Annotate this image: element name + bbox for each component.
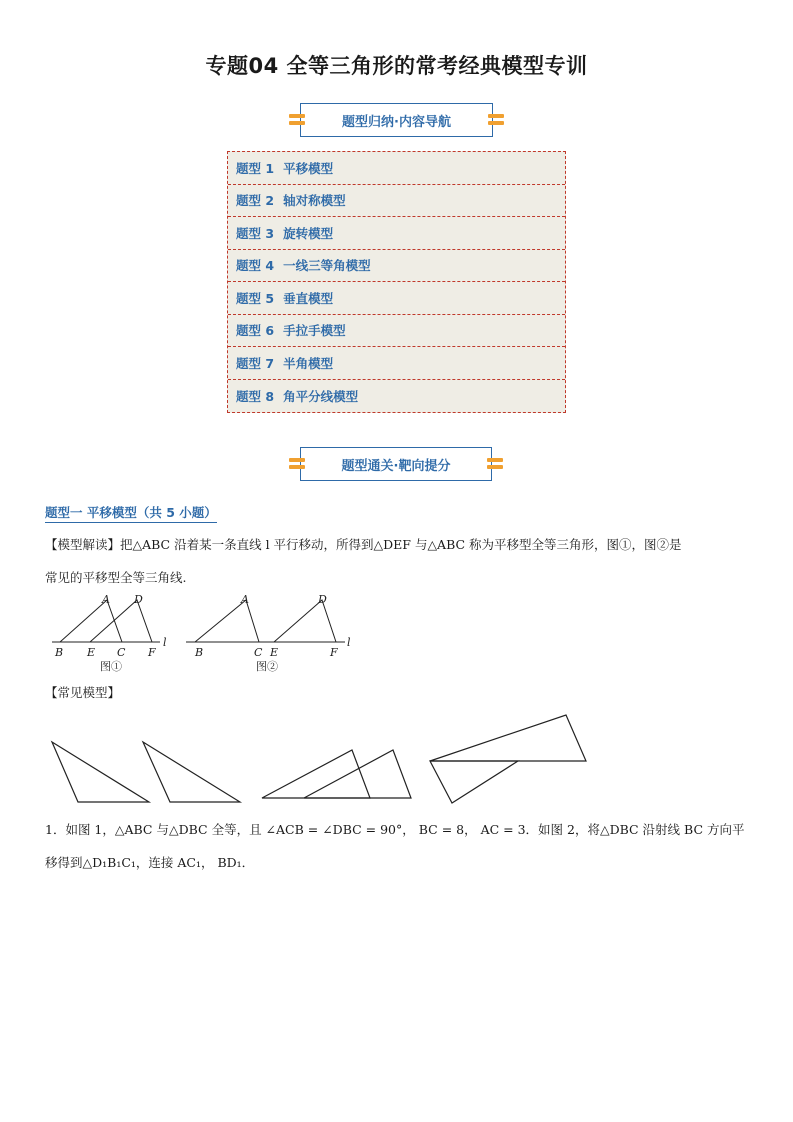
label-b: B [55, 646, 64, 659]
translation-figures [0, 590, 793, 680]
label-c: C [117, 646, 126, 659]
label-d: D [318, 593, 327, 606]
label-b: B [195, 646, 204, 659]
toc-item[interactable]: 题型 4 一线三等角模型 [228, 250, 565, 283]
practice-banner-label: 题型通关·靶向提分 [341, 458, 451, 474]
label-a: A [102, 593, 110, 606]
model-triangle [143, 742, 240, 802]
page-title: 专题04 全等三角形的常考经典模型专训 [205, 54, 588, 78]
toc-item[interactable]: 题型 5 垂直模型 [228, 282, 565, 315]
toc-item[interactable]: 题型 3 旋转模型 [228, 217, 565, 250]
label-a: A [241, 593, 249, 606]
label-f: F [148, 646, 156, 659]
model-intro-line: 【模型解读】把△ABC 沿着某一条直线 l 平行移动，所得到△DEF 与△ABC 称为平移型全等三角形，图①，图②是 [45, 537, 682, 552]
nav-banner-label: 题型归纳·内容导航 [342, 114, 451, 130]
banner-deco-icon [487, 457, 503, 471]
triangle-def [274, 600, 336, 642]
triangle-abc [60, 600, 122, 642]
section-title: 题型一 平移模型（共 5 小题） [45, 503, 217, 523]
problem-1-line: 移得到△D₁B₁C₁，连接 AC₁， BD₁． [45, 855, 255, 870]
figure-caption: 图② [256, 660, 278, 673]
banner-deco-icon [488, 113, 504, 127]
toc-item[interactable]: 题型 6 手拉手模型 [228, 315, 565, 348]
toc-item[interactable]: 题型 7 半角模型 [228, 347, 565, 380]
label-e: E [87, 646, 96, 659]
problem-1-line: 1．如图 1，△ABC 与△DBC 全等，且 ∠ACB = ∠DBC = 90°， BC = 8， AC = 3．如图 2，将△DBC 沿射线 BC 方向平 [45, 822, 745, 837]
model-triangle [430, 715, 586, 761]
toc-item[interactable]: 题型 2 轴对称模型 [228, 185, 565, 218]
common-models-heading: 【常见模型】 [45, 685, 121, 700]
model-intro-line: 常见的平移型全等三角线. [45, 570, 187, 585]
label-c: C [254, 646, 263, 659]
label-d: D [134, 593, 143, 606]
toc-list [227, 151, 566, 413]
label-l: l [347, 636, 351, 649]
label-l: l [163, 636, 167, 649]
label-f: F [330, 646, 338, 659]
model-triangle [430, 761, 518, 803]
model-triangle [304, 750, 411, 798]
triangle-abc [195, 600, 259, 642]
banner-deco-icon [289, 113, 305, 127]
toc-item[interactable]: 题型 8 角平分线模型 [236, 388, 359, 404]
common-model-figures [0, 710, 793, 810]
banner-deco-icon [289, 457, 305, 471]
toc-item[interactable]: 题型 1 平移模型 [228, 152, 565, 185]
model-triangle [52, 742, 149, 802]
model-triangle [262, 750, 370, 798]
figure-caption: 图① [100, 660, 122, 673]
practice-banner [300, 447, 492, 481]
label-e: E [270, 646, 279, 659]
nav-banner [300, 103, 493, 137]
